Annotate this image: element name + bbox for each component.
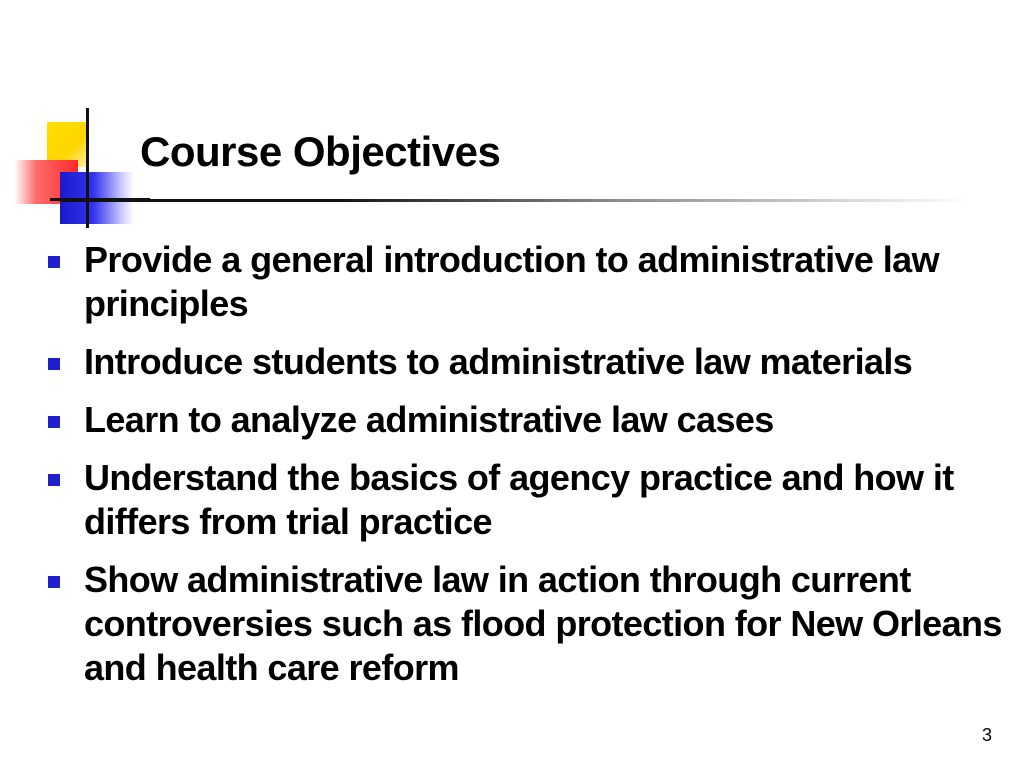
bullet-text: Introduce students to administrative law materials	[84, 341, 913, 382]
title-underline	[60, 199, 970, 202]
bullet-list	[42, 238, 1002, 704]
bullet-text: Understand the basics of agency practice and how it differs from trial practice	[84, 457, 954, 542]
page-number: 3	[981, 725, 992, 745]
slide-title: Course Objectives	[140, 128, 501, 175]
bullet-text: Learn to analyze administrative law cases	[84, 399, 774, 440]
title-logo-icon	[0, 100, 150, 230]
bullet-item	[42, 340, 1002, 384]
logo-vertical-line	[86, 108, 89, 228]
square-bullet-icon	[48, 358, 60, 370]
square-bullet-icon	[48, 474, 60, 486]
square-bullet-icon	[48, 416, 60, 428]
bullet-text: Provide a general introduction to administrative law principles	[84, 239, 939, 324]
bullet-item	[42, 238, 1002, 326]
square-bullet-icon	[48, 256, 60, 268]
bullet-text: Show administrative law in action through current controversies such as flood protection for New Orleans and health care reform	[84, 559, 1002, 688]
square-bullet-icon	[48, 576, 60, 588]
bullet-item	[42, 398, 1002, 442]
bullet-item	[42, 558, 1002, 690]
bullet-item	[42, 456, 1002, 544]
